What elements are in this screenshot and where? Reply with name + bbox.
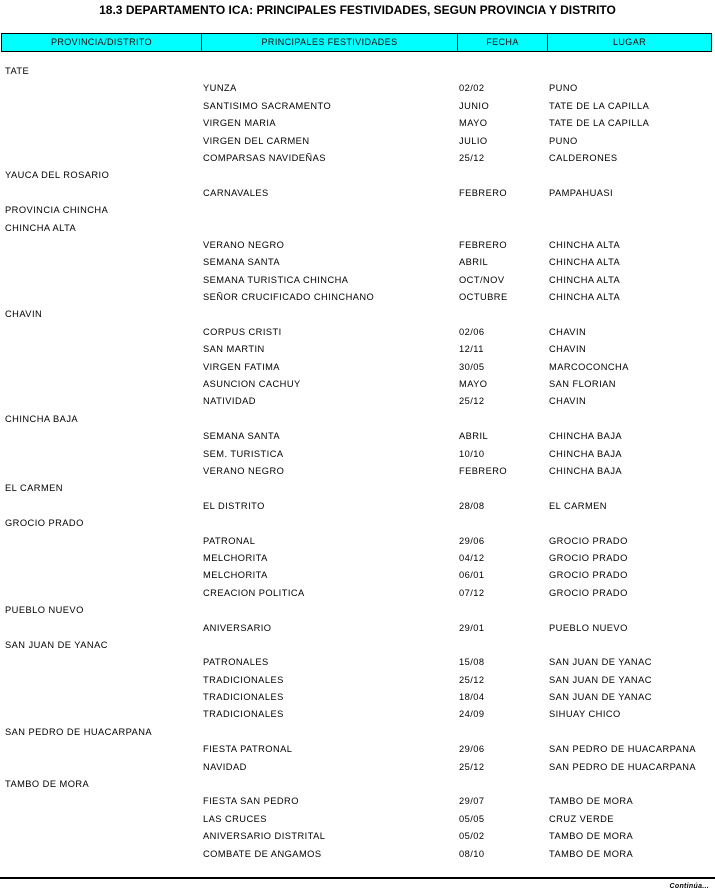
cell-festival: SEÑOR CRUCIFICADO CHINCHANO (203, 292, 375, 303)
cell-festival: ANIVERSARIO (203, 622, 272, 633)
cell-date: OCT/NOV (459, 274, 505, 285)
cell-festival: MELCHORITA (203, 570, 268, 581)
table-row (0, 115, 715, 132)
table-row (0, 272, 715, 289)
table-row (0, 376, 715, 393)
cell-festival: VIRGEN FATIMA (203, 361, 280, 372)
cell-festival: VERANO NEGRO (203, 465, 285, 476)
cell-date: 30/05 (459, 361, 485, 372)
cell-place: CHINCHA ALTA (549, 274, 621, 285)
cell-date: 15/08 (459, 657, 485, 668)
table-row (0, 446, 715, 463)
table-row (0, 220, 715, 237)
cell-district: SAN PEDRO DE HUACARPANA (5, 726, 153, 737)
cell-place: CHINCHA BAJA (549, 448, 623, 459)
table-row (0, 689, 715, 706)
cell-district: YAUCA DEL ROSARIO (5, 170, 110, 181)
table-row (0, 550, 715, 567)
cell-festival: VIRGEN MARIA (203, 118, 277, 129)
cell-place: TAMBO DE MORA (549, 848, 634, 859)
table-row (0, 602, 715, 619)
table-row (0, 515, 715, 532)
cell-festival: YUNZA (203, 83, 237, 94)
cell-festival: SEMANA SANTA (203, 431, 281, 442)
cell-place: CHAVIN (549, 326, 587, 337)
cell-festival: LAS CRUCES (203, 813, 267, 824)
cell-district: PROVINCIA CHINCHA (5, 205, 109, 216)
table-row (0, 324, 715, 341)
cell-date: 04/12 (459, 552, 485, 563)
cell-place: EL CARMEN (549, 500, 607, 511)
cell-place: PAMPAHUASI (549, 187, 614, 198)
cell-district: GROCIO PRADO (5, 518, 84, 529)
cell-place: SAN PEDRO DE HUACARPANA (549, 744, 697, 755)
cell-festival: ASUNCION CACHUY (203, 379, 301, 390)
table-row (0, 776, 715, 793)
table-row (0, 359, 715, 376)
cell-date: 10/10 (459, 448, 485, 459)
table-row (0, 411, 715, 428)
table-row (0, 341, 715, 358)
cell-place: CHINCHA BAJA (549, 465, 623, 476)
cell-date: 08/10 (459, 848, 485, 859)
cell-place: GROCIO PRADO (549, 552, 628, 563)
cell-place: TAMBO DE MORA (549, 831, 634, 842)
cell-district: CHINCHA ALTA (5, 222, 77, 233)
cell-district: EL CARMEN (5, 483, 63, 494)
cell-festival: NATIVIDAD (203, 396, 256, 407)
table-header (1, 33, 712, 52)
cell-district: TATE (5, 66, 30, 76)
cell-date: MAYO (459, 379, 488, 390)
cell-date: 07/12 (459, 587, 485, 598)
cell-date: ABRIL (459, 257, 489, 268)
table-row (0, 759, 715, 776)
cell-place: CHAVIN (549, 396, 587, 407)
cell-festival: COMPARSAS NAVIDEÑAS (203, 152, 326, 163)
table-row (0, 480, 715, 497)
cell-festival: SEM. TURISTICA (203, 448, 284, 459)
cell-place: CHINCHA ALTA (549, 257, 621, 268)
cell-festival: VIRGEN DEL CARMEN (203, 135, 310, 146)
cell-festival: SEMANA SANTA (203, 257, 281, 268)
cell-date: 29/01 (459, 622, 485, 633)
cell-date: FEBRERO (459, 239, 508, 250)
cell-festival: VERANO NEGRO (203, 239, 285, 250)
page-title: 18.3 DEPARTAMENTO ICA: PRINCIPALES FESTIVIDADES, SEGUN PROVINCIA Y DISTRITO (99, 3, 616, 17)
table-row (0, 237, 715, 254)
cell-date: 06/01 (459, 570, 485, 581)
cell-place: MARCOCONCHA (549, 361, 629, 372)
cell-festival: TRADICIONALES (203, 692, 284, 703)
cell-date: 02/02 (459, 83, 485, 94)
table-row (0, 185, 715, 202)
table-row (0, 498, 715, 515)
header-festival: PRINCIPALES FESTIVIDADES (202, 34, 458, 51)
cell-date: 02/06 (459, 326, 485, 337)
cell-festival: COMBATE DE ANGAMOS (203, 848, 322, 859)
table-row (0, 80, 715, 97)
table-row (0, 793, 715, 810)
table-row (0, 150, 715, 167)
table-row (0, 202, 715, 219)
cell-festival: MELCHORITA (203, 552, 268, 563)
table-row (0, 846, 715, 863)
cell-place: CRUZ VERDE (549, 813, 614, 824)
cell-date: MAYO (459, 118, 488, 129)
cell-festival: CORPUS CRISTI (203, 326, 282, 337)
cell-festival: FIESTA SAN PEDRO (203, 796, 299, 807)
header-date: FECHA (458, 34, 548, 51)
cell-date: 29/06 (459, 744, 485, 755)
table-row (0, 811, 715, 828)
cell-place: SAN JUAN DE YANAC (549, 657, 652, 668)
header-district: PROVINCIA/DISTRITO (2, 34, 202, 51)
table-row (0, 289, 715, 306)
cell-date: OCTUBRE (459, 292, 508, 303)
cell-festival: FIESTA PATRONAL (203, 744, 293, 755)
cell-date: JULIO (459, 135, 488, 146)
table-row (0, 167, 715, 184)
cell-festival: SANTISIMO SACRAMENTO (203, 100, 332, 111)
cell-festival: EL DISTRITO (203, 500, 265, 511)
cell-district: TAMBO DE MORA (5, 779, 90, 790)
table-row (0, 254, 715, 271)
cell-festival: SEMANA TURISTICA CHINCHA (203, 274, 349, 285)
table-row (0, 828, 715, 845)
cell-festival: SAN MARTIN (203, 344, 265, 355)
table-row (0, 428, 715, 445)
cell-place: SAN JUAN DE YANAC (549, 674, 652, 685)
cell-date: 29/06 (459, 535, 485, 546)
cell-festival: TRADICIONALES (203, 709, 284, 720)
cell-place: TATE DE LA CAPILLA (549, 100, 650, 111)
table-body (0, 63, 715, 863)
cell-place: SAN JUAN DE YANAC (549, 692, 652, 703)
cell-place: CALDERONES (549, 152, 618, 163)
cell-date: 18/04 (459, 692, 485, 703)
cell-festival: ANIVERSARIO DISTRITAL (203, 831, 326, 842)
cell-date: 25/12 (459, 152, 485, 163)
table-row (0, 463, 715, 480)
cell-place: TATE DE LA CAPILLA (549, 118, 650, 129)
table-row (0, 654, 715, 671)
cell-date: 25/12 (459, 396, 485, 407)
cell-district: CHAVIN (5, 309, 43, 320)
cell-place: SAN FLORIAN (549, 379, 616, 390)
table-row (0, 585, 715, 602)
bottom-divider (0, 877, 715, 879)
table-row (0, 672, 715, 689)
cell-festival: TRADICIONALES (203, 674, 284, 685)
cell-date: 28/08 (459, 500, 485, 511)
cell-place: PUNO (549, 135, 578, 146)
cell-place: CHINCHA ALTA (549, 292, 621, 303)
table-row (0, 98, 715, 115)
table-row (0, 724, 715, 741)
cell-district: PUEBLO NUEVO (5, 605, 84, 616)
cell-district: SAN JUAN DE YANAC (5, 639, 108, 650)
cell-date: 25/12 (459, 674, 485, 685)
cell-place: SIHUAY CHICO (549, 709, 621, 720)
table-row (0, 306, 715, 323)
cell-district: CHINCHA BAJA (5, 413, 79, 424)
table-row (0, 533, 715, 550)
cell-date: 05/05 (459, 813, 485, 824)
cell-festival: NAVIDAD (203, 761, 247, 772)
table-row (0, 637, 715, 654)
table-row (0, 567, 715, 584)
cell-festival: CREACION POLITICA (203, 587, 305, 598)
table-row (0, 393, 715, 410)
cell-place: GROCIO PRADO (549, 535, 628, 546)
cell-date: 29/07 (459, 796, 485, 807)
cell-place: CHINCHA BAJA (549, 431, 623, 442)
cell-place: SAN PEDRO DE HUACARPANA (549, 761, 697, 772)
cell-place: GROCIO PRADO (549, 570, 628, 581)
cell-festival: CARNAVALES (203, 187, 269, 198)
cell-date: 24/09 (459, 709, 485, 720)
cell-place: CHAVIN (549, 344, 587, 355)
cell-date: ABRIL (459, 431, 489, 442)
table-row (0, 706, 715, 723)
table-row (0, 741, 715, 758)
cell-festival: PATRONAL (203, 535, 256, 546)
cell-date: FEBRERO (459, 187, 508, 198)
table-row (0, 63, 715, 80)
table-row (0, 620, 715, 637)
table-row (0, 133, 715, 150)
continua-note: Continúa... (669, 883, 709, 890)
cell-place: TAMBO DE MORA (549, 796, 634, 807)
cell-festival: PATRONALES (203, 657, 269, 668)
cell-place: PUNO (549, 83, 578, 94)
cell-place: GROCIO PRADO (549, 587, 628, 598)
header-place: LUGAR (612, 37, 646, 47)
cell-date: 12/11 (459, 344, 484, 355)
cell-place: CHINCHA ALTA (549, 239, 621, 250)
cell-date: JUNIO (459, 100, 490, 111)
cell-date: 05/02 (459, 831, 485, 842)
cell-date: FEBRERO (459, 465, 508, 476)
cell-date: 25/12 (459, 761, 485, 772)
cell-place: PUEBLO NUEVO (549, 622, 628, 633)
